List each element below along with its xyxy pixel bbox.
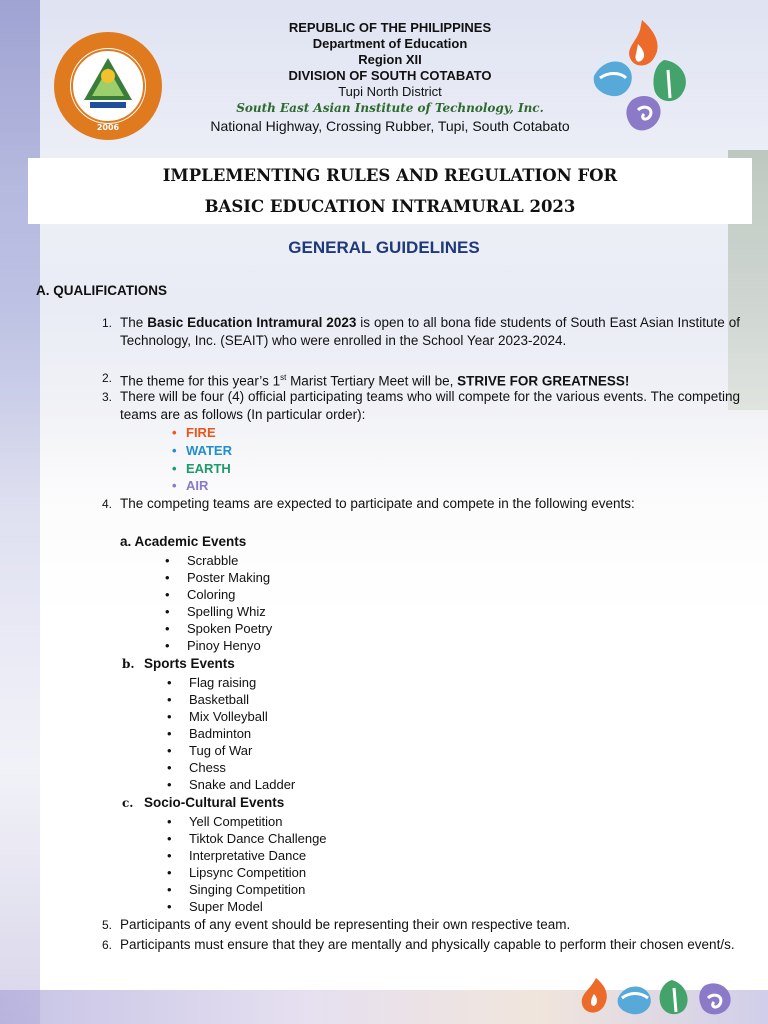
seal-year: 2006 [96,123,120,132]
team-earth: • EARTH [172,461,231,476]
item-3-text: There will be four (4) official participating teams who will compete for the various events. The competing teams are as follows (In particular order): [120,389,740,422]
item-number: 2. [101,371,112,385]
air-icon [699,983,730,1014]
event-name: Badminton [189,726,252,741]
earth-icon [660,980,688,1014]
sports-letter: b. [122,657,135,671]
event-name: Interpretative Dance [189,848,307,863]
list-item: • Coloring [165,587,236,602]
event-name: Super Model [189,899,263,914]
team-air: • AIR [172,478,209,493]
district-line: Tupi North District [338,84,442,99]
item-number: 1. [101,316,112,330]
theme-text: STRIVE FOR GREATNESS! [457,373,630,389]
item-2-text [120,369,740,390]
event-name: Basketball [189,692,249,707]
event-name: Yell Competition [189,814,283,829]
item-2-mid: Marist Tertiary Meet will be, [286,373,458,389]
list-item: • Poster Making [165,570,271,585]
sports-label: Sports Events [144,656,235,671]
list-item: • Badminton [167,726,252,741]
document-title-line-1: IMPLEMENTING RULES AND REGULATION FOR [162,166,618,185]
item-number: 5. [101,918,112,932]
event-name: Scrabble [187,553,239,568]
event-name: Mix Volleyball [189,709,268,724]
item-1-post: is open to all bona fide students of South East Asian Institute of Technology, Inc. (SEAIT) who were enrolled in the School Year 2023-2024. [120,315,741,348]
event-name: Pinoy Henyo [187,638,261,653]
list-item: • Spelling Whiz [165,604,266,619]
event-name: Flag raising [189,675,257,690]
general-guidelines-heading: GENERAL GUIDELINES [288,238,480,257]
event-name: Spelling Whiz [187,604,266,619]
list-item: • Mix Volleyball [167,709,268,724]
team-name: FIRE [186,425,216,440]
event-name: Lipsync Competition [189,865,307,880]
item-1-text [120,314,740,349]
document-title-box [28,158,752,224]
event-name: Coloring [187,587,236,602]
team-name: AIR [186,478,209,493]
institution-name: South East Asian Institute of Technology, Inc. [236,101,544,115]
list-item: • Basketball [167,692,249,707]
socio-cultural-events-heading [122,795,284,810]
fire-icon [582,978,607,1013]
qualifications-heading: A. QUALIFICATIONS [36,283,167,298]
event-name: Singing Competition [189,882,306,897]
list-item: • Lipsync Competition [167,865,307,880]
event-name: Poster Making [187,570,271,585]
list-item: • Yell Competition [167,814,283,829]
letterhead [0,0,768,150]
list-item: • Spoken Poetry [165,621,273,636]
item-2-sup: st [280,373,287,382]
item-1-pre: The [120,315,148,330]
item-4-text: The competing teams are expected to participate and compete in the following events: [120,496,635,511]
list-item: • Pinoy Henyo [165,638,261,653]
list-item: • Snake and Ladder [167,777,296,792]
socio-letter: c. [122,796,134,810]
team-name: WATER [186,443,232,458]
academic-events-heading: a. Academic Events [120,534,247,549]
event-name: Chess [189,760,226,775]
item-6-text: Participants must ensure that they are mentally and physically capable to perform their chosen event/s. [120,937,735,952]
list-item: • Interpretative Dance [167,848,307,863]
background-left-art [0,0,40,1024]
list-item: • Singing Competition [167,882,306,897]
item-5-text: Participants of any event should be representing their own respective team. [120,917,571,932]
event-name: Snake and Ladder [189,777,296,792]
republic-line: REPUBLIC OF THE PHILIPPINES [288,20,492,35]
address-line: National Highway, Crossing Rubber, Tupi, South Cotabato [210,118,570,134]
item-2-pre: The theme for this year’s 1 [120,373,281,389]
socio-label: Socio-Cultural Events [144,795,285,810]
item-number: 3. [101,390,112,404]
list-item: • Tug of War [167,743,253,758]
item-1-bold: Basic Education Intramural 2023 [147,315,357,330]
team-water: • WATER [172,443,232,458]
water-icon [618,986,651,1014]
division-line: DIVISION OF SOUTH COTABATO [288,68,492,83]
item-number: 4. [101,497,112,511]
event-name: Spoken Poetry [187,621,273,636]
list-item: • Scrabble [165,553,239,568]
document-title-line-2: BASIC EDUCATION INTRAMURAL 2023 [204,197,576,216]
sports-events-heading [122,656,235,671]
footer-elements-icons [576,976,736,1018]
team-fire: • FIRE [172,425,216,440]
elements-logo-icon [592,18,692,136]
item-number: 6. [101,938,112,952]
list-item: • Flag raising [167,675,257,690]
team-name: EARTH [186,461,231,476]
list-item: • Super Model [167,899,263,914]
event-name: Tiktok Dance Challenge [189,831,327,846]
event-name: Tug of War [189,743,253,758]
list-item: • Chess [167,760,226,775]
department-line: Department of Education [312,36,468,51]
region-line: Region XII [358,52,422,67]
letterhead-text [140,20,640,134]
list-item: • Tiktok Dance Challenge [167,831,327,846]
